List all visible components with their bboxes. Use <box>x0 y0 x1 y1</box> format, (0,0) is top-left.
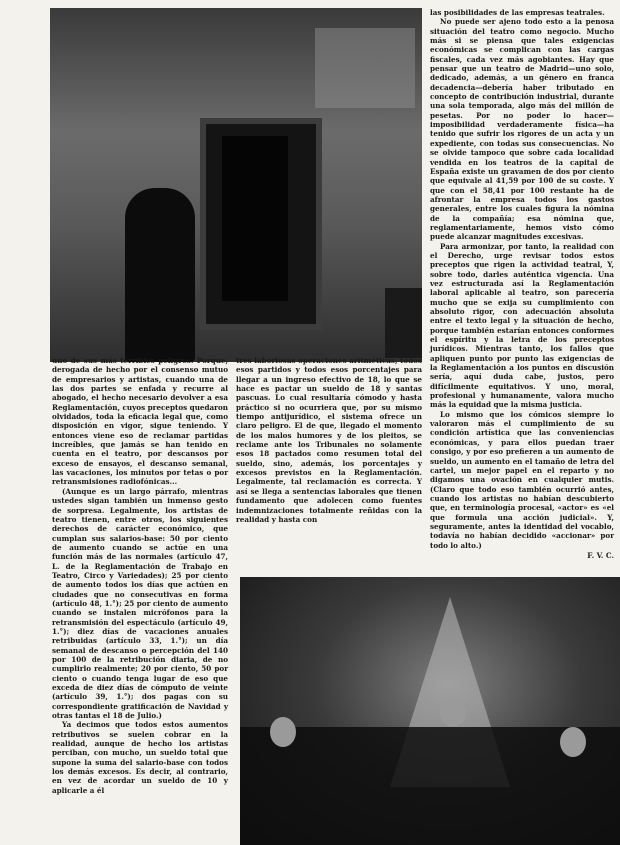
author-signature: F. V. C. <box>587 550 614 560</box>
paragraph: tres laboriosas operaciones aritméticas, todos esos partidos y todos esos porcentajes para llegar a un ingreso efectivo de 18, lo que se hace es pactar un sueldo de 18 y santas pascuas. Lo cual resultaría cómodo y hasta práctico si no ocurriera que, por su mismo tiempo antijurídico, el sistema ofrece un claro peligro. El de que, llegado el momento de los malos humores y de los pleitos, se reclame ante los Tribunales no solamente esos 18 pactados como resumen total del sueldo, sino, además, los porcentajes y excesos previstos en la Reglamentación. Legalmente, tal reclamación es correcta. Y así se llega a sentencias laborales que tienen fundamento que adolecen como fuentes indemnizaciones totalmente reñidas con la realidad y hasta con <box>236 356 422 524</box>
photo-interior <box>50 8 422 362</box>
figure-silhouette <box>125 188 195 362</box>
column-left <box>52 356 228 795</box>
paragraph: uno de sus más terribles peligros. Porque, derogada de hecho por el consenso mutuo de empresarios y artistas, cuando una de las dos partes se enfada y recurre al abogado, el hecho necesario devolver a esa Reglamentación, cuyos preceptos quedaron olvidados, toda la eficacia legal que, como disposición en vigor, sigue teniendo. Y entonces viene eso de reclamar partidas increíbles, que jamás se han tenido en cuenta en el teatro, por descansos por exceso de ensayos, el descanso semanal, las vacaciones, los minutos por tetas o por retransmisiones radiofónicas... <box>52 356 228 487</box>
paragraph: Lo mismo que los cómicos siempre lo valoraron más el cumplimiento de su condición artística que las conveniencias económicas, y para ellos puedan traer consigo, y por eso prefieren a un aumento de sueldo, un aumento en el tamaño de letra del cartel, un mejor papel en el reparto y no digamos una ovación en cualquier mutis. (Claro que todo eso también ocurrió antes, cuando los artistas no habían descubierto que, en terminología procesal, «actor» es «el que formula una acción judicial». Y, seguramente, antes la identidad del vocablo, todavía no habían decidido «accionar» por todo lo alto.) <box>430 409 614 550</box>
paragraph: las posibilidades de las empresas teatrales. <box>430 8 605 17</box>
paragraph: (Aunque es un largo párrafo, mientras ustedes sigan también un inmenso gesto de sorpresa. Legalmente, los artistas de teatro tienen, entre otros, los siguientes derechos de carácter económico, que cumplan sus salarios-base: 50 por ciento de aumento cuando se actúe en una función más de las normales (artículo 47, L. de la Reglamentación de Trabajo en Teatro, Circo y Variedades); 25 por ciento de aumento todos los días que actúen en ciudades que no consecutivas en forma (artículo 48, 1.°); 25 por ciento de aumento cuando se instalen micrófonos para la retransmisión del espectáculo (artículo 49, 1.°); diez días de vacaciones anuales retribuidas (artículo 33, 1.°); un día semanal de descanso o percepción del 140 por 100 de la retribución diaria, de no cumplirlo realmente; 20 por ciento, 50 por ciento o cuando tenga lugar de eso que exceda de diez días de cómputo de veinte (artículo 39, 1.°); dos pagas con su correspondiente gratificación de Navidad y otras tantas el 18 de Julio.) <box>52 486 228 721</box>
paragraph: No puede ser ajeno todo esto a la penosa situación del teatro como negocio. Mucho más si se piensa que tales exigencias económicas se complican con las cargas fiscales, cada vez más agobiantes. Hay que pensar que un teatro de Madrid—uno solo, dedicado, además, a un género en franca decadencia—debería haber tributado en concepto de contribución industrial, durante una sola temporada, algo más del millón de pesetas. Por no poder lo hacer—imposibilidad verdaderamente física—ha tenido que sufrir los rigores de un acta y un expediente, con todas sus consecuencias. No se olvide tampoco que sobre cada localidad vendida en los teatros de la capital de España existe un gravamen de dos por ciento que equivale al 41,59 por 100 de su coste. Y que con el 58,41 por 100 restante ha de afrontar la empresa todos los gastos generales, entre los cuales figura la nómina de la compañía; esa nómina que, reglamentariamente, hemos visto cómo puede alcanzar magnitudes excesivas. <box>430 17 614 242</box>
photo-ceremony <box>240 577 620 845</box>
column-right <box>430 8 614 560</box>
paragraph: Para armonizar, por tanto, la realidad con el Derecho, urge revisar todos estos preceptos que rigen la actividad teatral, Y, sobre todo, darles auténtica vigencia. Una vez estructurada así la Reglamentación laboral aplicable al teatro, son parecería mucho que se exija su cumplimiento con absoluto rigor, con adecuación absoluta entre el texto legal y la situación de hecho, porque también estarían entonces conformes el espíritu y la letra de los preceptos jurídicos. Mientras tanto, los fallos que apliquen punto por punto las exigencias de la Reglamentación a los puntos en discusión sería, aquí duda cabe, justos, pero difícilmente equitativos. Y uno, moral, profesional y humanamente, valora mucho más la equidad que la misma justicia. <box>430 241 614 410</box>
column-middle <box>236 356 422 524</box>
paragraph: Ya decimos que todos estos aumentos retributivos se suelen cobrar en la realidad, aunque de hecho los artistas perciban, con mucho, un sueldo total que supone la suma del salario-base con todos los demás excesos. Es decir, al contrario, en vez de acordar un sueldo de 10 y aplicarle a él <box>52 720 228 795</box>
